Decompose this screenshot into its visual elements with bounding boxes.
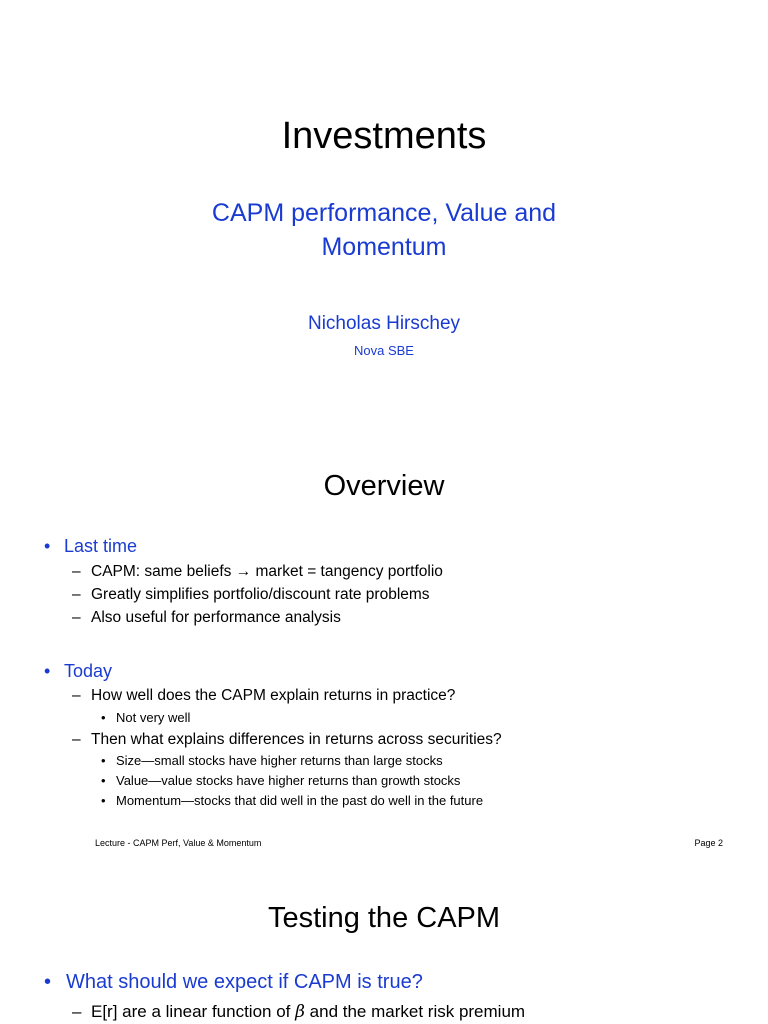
subtitle-line1: CAPM performance, Value and xyxy=(211,199,557,227)
sub-bullet xyxy=(72,687,455,705)
dash-icon: – xyxy=(72,731,81,748)
bullet-icon: • xyxy=(44,536,51,556)
sub-sub-bullet-text: Value—value stocks have higher returns than growth stocks xyxy=(116,773,461,788)
sub-bullet-text: CAPM: same beliefs → market = tangency portfolio xyxy=(91,563,443,580)
sub-bullet xyxy=(72,586,430,604)
bullet-icon: • xyxy=(44,971,52,993)
affiliation: Nova SBE xyxy=(354,343,414,358)
dash-icon: – xyxy=(72,1002,82,1021)
sub-bullet-text: Also useful for performance analysis xyxy=(91,609,341,626)
bullet-icon: • xyxy=(44,661,51,681)
bullet-capm-true xyxy=(44,971,423,994)
subtitle-line2: Momentum xyxy=(321,233,447,261)
sub-bullet-text: Greatly simplifies portfolio/discount rate problems xyxy=(91,586,430,603)
sub-bullet-text-end: and the market risk premium xyxy=(304,1002,526,1021)
footer-lecture: Lecture - CAPM Perf, Value & Momentum xyxy=(95,838,262,848)
slide3-title: Testing the CAPM xyxy=(267,902,501,934)
footer-page-number: Page 2 xyxy=(694,838,723,848)
beta-symbol: β xyxy=(295,1002,305,1022)
slide1-title: Investments xyxy=(281,115,487,157)
bullet-icon: • xyxy=(101,773,106,788)
dash-icon: – xyxy=(72,609,81,626)
bullet-today xyxy=(44,661,112,682)
sub-sub-bullet-text: Size—small stocks have higher returns than large stocks xyxy=(116,753,443,768)
sub-bullet xyxy=(72,563,443,581)
sub-bullet xyxy=(72,1002,525,1022)
sub-sub-bullet xyxy=(101,773,460,788)
sub-sub-bullet-text: Momentum—stocks that did well in the past do well in the future xyxy=(116,793,484,808)
sub-sub-bullet-text: Not very well xyxy=(116,710,191,725)
dash-icon: – xyxy=(72,687,81,704)
sub-bullet xyxy=(72,731,502,749)
sub-sub-bullet xyxy=(101,710,190,725)
bullet-icon: • xyxy=(101,710,106,725)
sub-sub-bullet xyxy=(101,753,443,768)
bullet-label: Last time xyxy=(64,536,138,556)
sub-bullet-text: E[r] are a linear function of xyxy=(91,1002,296,1021)
dash-icon: – xyxy=(72,563,81,580)
dash-icon: – xyxy=(72,586,81,603)
author-name: Nicholas Hirschey xyxy=(307,313,461,334)
sub-bullet xyxy=(72,609,341,627)
bullet-label: Today xyxy=(64,661,113,681)
sub-bullet-text: Then what explains differences in returns across securities? xyxy=(91,731,502,748)
bullet-label: What should we expect if CAPM is true? xyxy=(66,971,423,993)
slide1-subtitle xyxy=(0,196,768,264)
bullet-last-time xyxy=(44,536,137,557)
slide2-title: Overview xyxy=(323,470,445,502)
bullet-icon: • xyxy=(101,753,106,768)
bullet-icon: • xyxy=(101,793,106,808)
sub-sub-bullet xyxy=(101,793,483,808)
sub-bullet-text: How well does the CAPM explain returns in practice? xyxy=(91,687,456,704)
